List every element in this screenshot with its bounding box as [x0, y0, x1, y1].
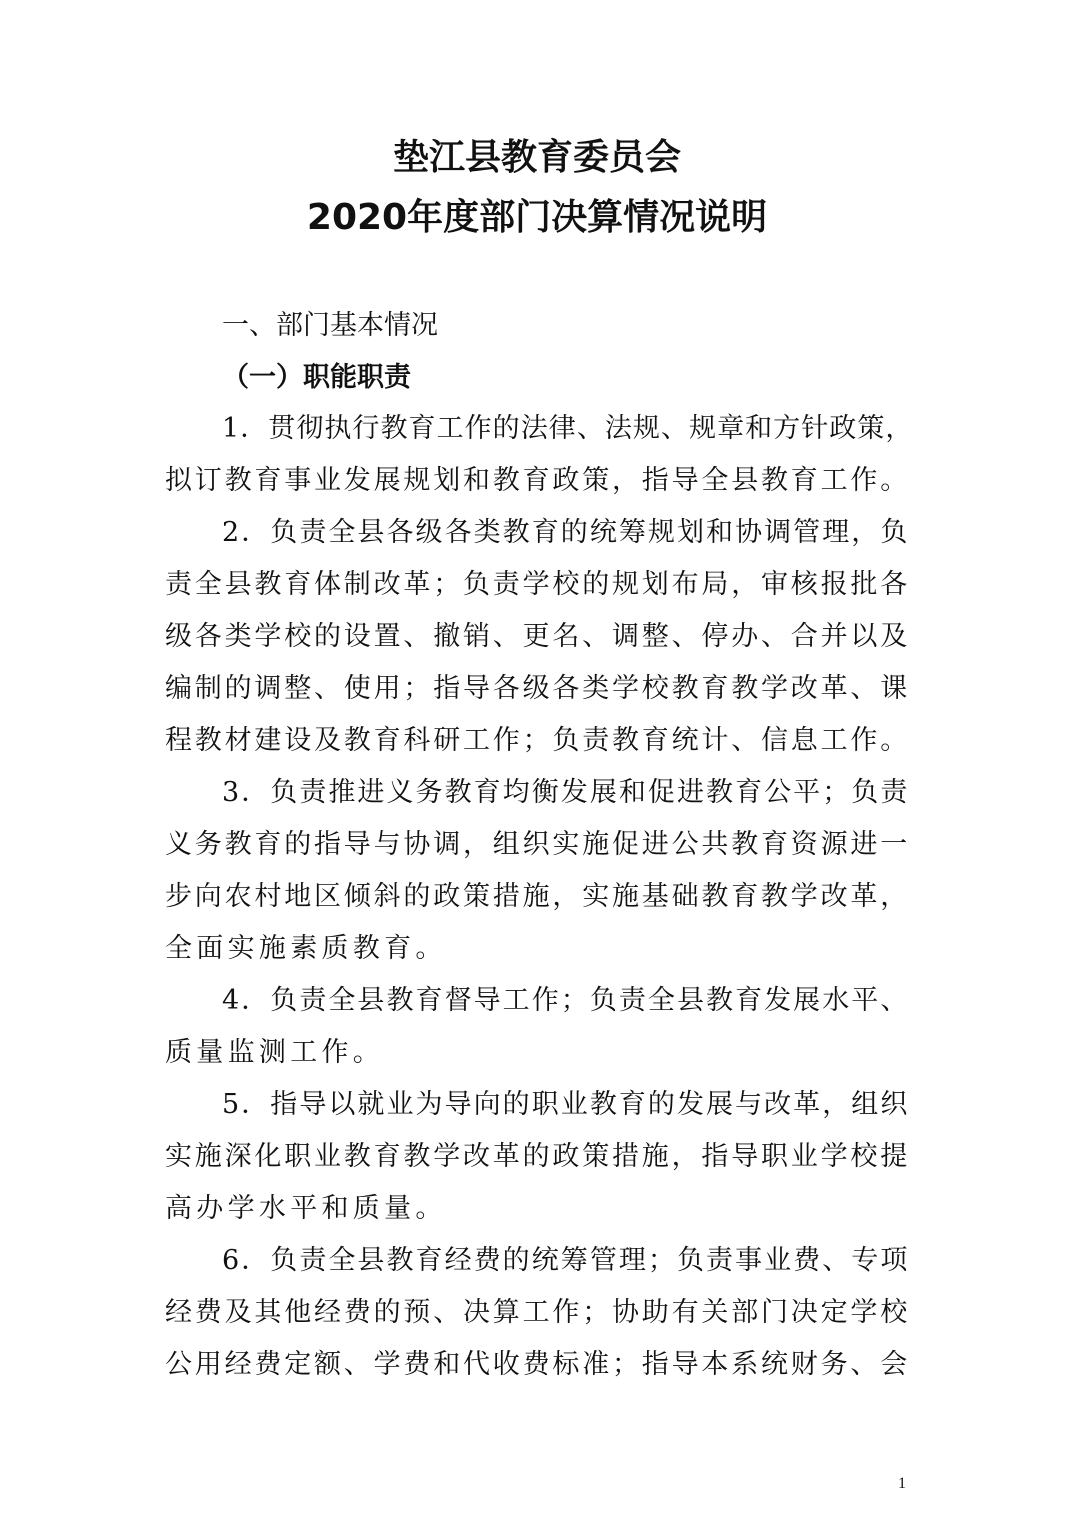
body-line: 质量监测工作。 [165, 1037, 385, 1068]
body-line: 6．负责全县教育经费的统筹管理；负责事业费、专项 [222, 1245, 910, 1276]
document-title-line-1: 垫江县教育委员会 [392, 137, 681, 178]
body-line: 2．负责全县各级各类教育的统筹规划和协调管理，负 [222, 517, 910, 548]
body-line: 3．负责推进义务教育均衡发展和促进教育公平；负责 [222, 777, 910, 808]
body-line: 1．贯彻执行教育工作的法律、法规、规章和方针政策， [222, 413, 914, 444]
body-line: 4．负责全县教育督导工作；负责全县教育发展水平、 [222, 985, 910, 1016]
body-line: 步向农村地区倾斜的政策措施，实施基础教育教学改革， [165, 881, 910, 912]
body-line: 义务教育的指导与协调，组织实施促进公共教育资源进一 [165, 829, 910, 860]
document-title-line-2: 2020年度部门决算情况说明 [306, 197, 768, 238]
body-line: 级各类学校的设置、撤销、更名、调整、停办、合并以及 [165, 621, 910, 652]
body-line: 经费及其他经费的预、决算工作；协助有关部门决定学校 [165, 1297, 910, 1328]
body-line: 责全县教育体制改革；负责学校的规划布局，审核报批各 [165, 569, 910, 600]
body-line: 实施深化职业教育教学改革的政策措施，指导职业学校提 [165, 1141, 910, 1172]
body-line: 公用经费定额、学费和代收费标准；指导本系统财务、会 [165, 1349, 910, 1380]
body-line: 编制的调整、使用；指导各级各类学校教育教学改革、课 [165, 673, 910, 704]
body-line: 高办学水平和质量。 [165, 1193, 447, 1224]
section-heading-basic-info: 一、部门基本情况 [222, 310, 438, 341]
body-line: 程教材建设及教育科研工作；负责教育统计、信息工作。 [165, 725, 910, 756]
body-line: 5．指导以就业为导向的职业教育的发展与改革，组织 [222, 1089, 910, 1120]
subsection-heading-functions: （一）职能职责 [222, 362, 411, 393]
page-number: 1 [898, 1475, 906, 1492]
body-line: 拟订教育事业发展规划和教育政策，指导全县教育工作。 [165, 465, 910, 496]
body-line: 全面实施素质教育。 [165, 933, 447, 964]
